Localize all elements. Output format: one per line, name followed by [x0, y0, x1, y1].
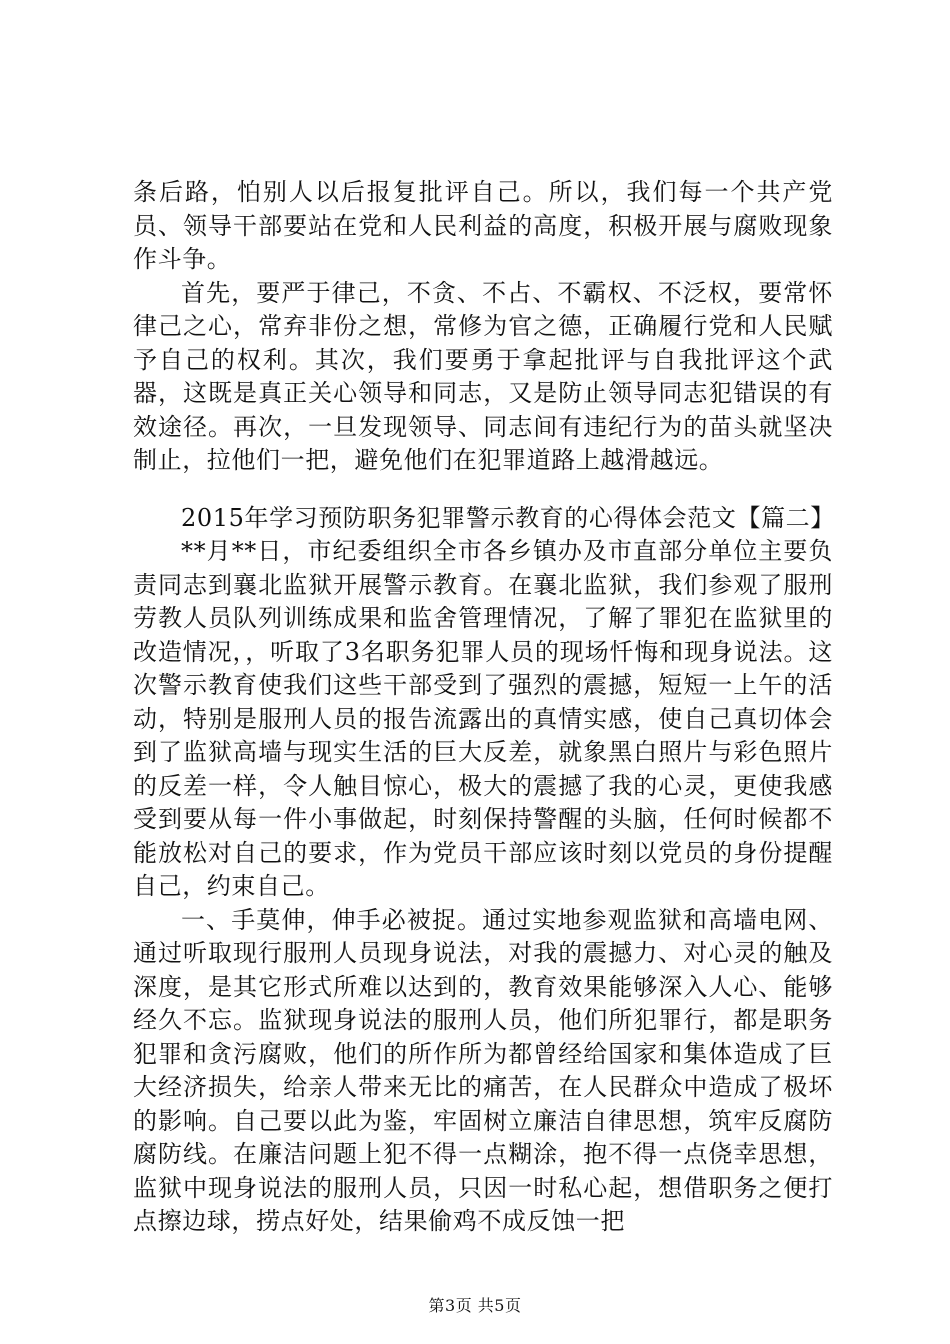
section-heading: 2015年学习预防职务犯罪警示教育的心得体会范文【篇二】: [181, 503, 835, 532]
paragraph-point-one: 一、手莫伸，伸手必被捉。通过实地参观监狱和高墙电网、通过听取现行服刑人员现身说法，对我的震撼力、对心灵的触及深度，是其它形式所难以达到的，教育效果能够深入人心、能够经久不忘。监狱现身说法的服刑人员，他们所犯罪行，都是职务犯罪和贪污腐败，他们的所作所为都曾经给国家和集体造成了巨大经济损失，给亲人带来无比的痛苦，在人民群众中造成了极坏的影响。自己要以此为鉴，牢固树立廉洁自律思想，筑牢反腐防腐防线。在廉洁问题上犯不得一点糊涂，抱不得一点侥幸思想，监狱中现身说法的服刑人员，只因一时私心起，想借职务之便打点擦边球，捞点好处，结果偷鸡不成反蚀一把: [133, 905, 833, 1235]
paragraph-continuation: 条后路，怕别人以后报复批评自己。所以，我们每一个共产党员、领导干部要站在党和人民利益的高度，积极开展与腐败现象作斗争。: [133, 178, 833, 273]
page-footer: 第3页 共5页: [428, 1296, 522, 1315]
section-spacer: [133, 478, 833, 502]
paragraph-warning-education: **月**日，市纪委组织全市各乡镇办及市直部分单位主要负责同志到襄北监狱开展警示教育。在襄北监狱，我们参观了服刑劳教人员队列训练成果和监舍管理情况，了解了罪犯在监狱里的改造情况，，听取了3名职务犯罪人员的现场忏悔和现身说法。这次警示教育使我们这些干部受到了强烈的震撼，短短一上午的活动，特别是服刑人员的报告流露出的真情实感，使自己真切体会到了监狱高墙与现实生活的巨大反差，就象黑白照片与彩色照片的反差一样，令人触目惊心，极大的震撼了我的心灵，更使我感受到要从每一件小事做起，时刻保持警醒的头脑，任何时候都不能放松对自己的要求，作为党员干部应该时刻以党员的身份提醒自己，约束自己。: [133, 537, 833, 900]
document-body: [133, 176, 833, 1239]
paragraph-self-discipline: 首先，要严于律己，不贪、不占、不霸权、不泛权，要常怀律己之心，常弃非份之想，常修为官之德，正确履行党和人民赋予自己的权利。其次，我们要勇于拿起批评与自我批评这个武器，这既是真正关心领导和同志，又是防止领导同志犯错误的有效途径。再次，一旦发现领导、同志间有违纪行为的苗头就坚决制止，拉他们一把，避免他们在犯罪道路上越滑越远。: [133, 278, 833, 474]
